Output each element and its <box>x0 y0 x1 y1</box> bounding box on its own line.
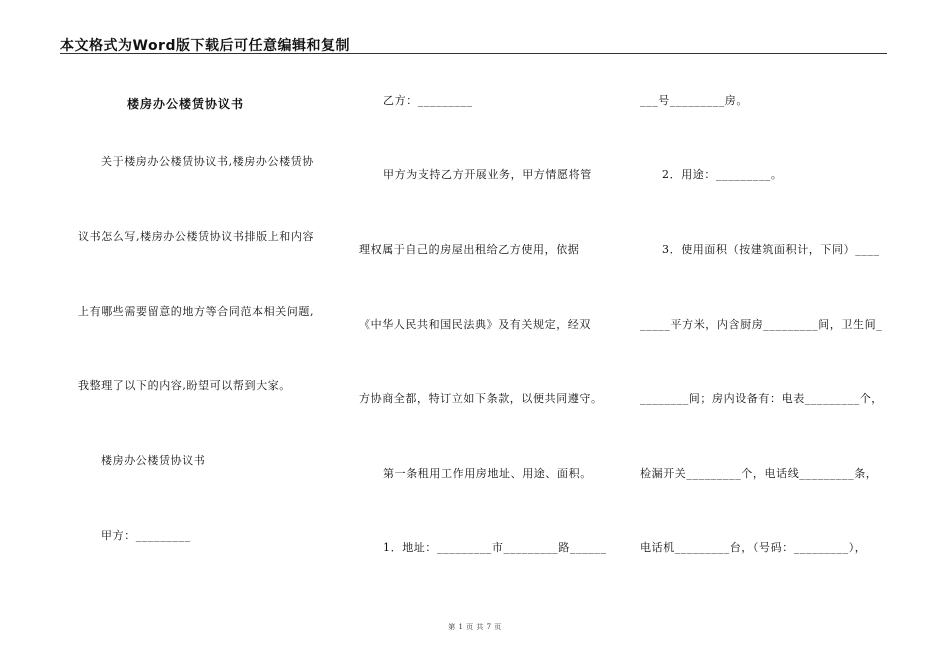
address-field: 1．地址：_________市_________路______ <box>383 541 607 554</box>
paragraph-line: 方协商全都，特订立如下条款，以便共同遵守。 <box>359 392 603 405</box>
section-heading: 楼房办公楼赁协议书 <box>101 454 206 467</box>
area-field: 3．使用面积（按建筑面积计，下同）____ <box>662 243 880 256</box>
usage-field: 2．用途：_________。 <box>662 168 783 181</box>
paragraph-line: 议书怎么写,楼房办公楼赁协议书排版上和内容 <box>78 230 315 243</box>
paragraph-line: 《中华人民共和国民法典》及有关规定，经双 <box>359 318 591 331</box>
document-title: 楼房办公楼赁协议书 <box>127 97 245 111</box>
paragraph-line: 甲方为支持乙方开展业务，甲方情愿将管 <box>383 168 592 181</box>
paragraph-line: 上有哪些需要留意的地方等合同范本相关问题, <box>78 305 315 318</box>
paragraph-line: ________间；房内设备有：电表_________个， <box>640 392 883 405</box>
paragraph-line: 理权属于自己的房屋出租给乙方使用，依据 <box>359 243 580 256</box>
paragraph-line: 检漏开关_________个，电话线_________条， <box>640 467 878 480</box>
header-title: 本文格式为Word版下载后可任意编辑和复制 <box>60 38 350 54</box>
room-number-field: ___号_________房。 <box>640 94 748 107</box>
paragraph-line: 电话机_________台，（号码：_________）， <box>640 541 867 554</box>
page-number: 第 1 页 共 7 页 <box>448 623 502 631</box>
paragraph-line: _____平方米，内含厨房_________间，卫生间_ <box>640 318 883 331</box>
paragraph-line: 关于楼房办公楼赁协议书,楼房办公楼赁协 <box>101 155 314 168</box>
article-heading: 第一条租用工作用房地址、用途、面积。 <box>383 467 592 480</box>
paragraph-line: 我整理了以下的内容,盼望可以帮到大家。 <box>78 379 291 392</box>
party-b-field: 乙方：_________ <box>383 94 473 107</box>
page-header <box>60 33 887 54</box>
page-footer <box>0 622 950 632</box>
party-a-field: 甲方：_________ <box>101 529 191 542</box>
